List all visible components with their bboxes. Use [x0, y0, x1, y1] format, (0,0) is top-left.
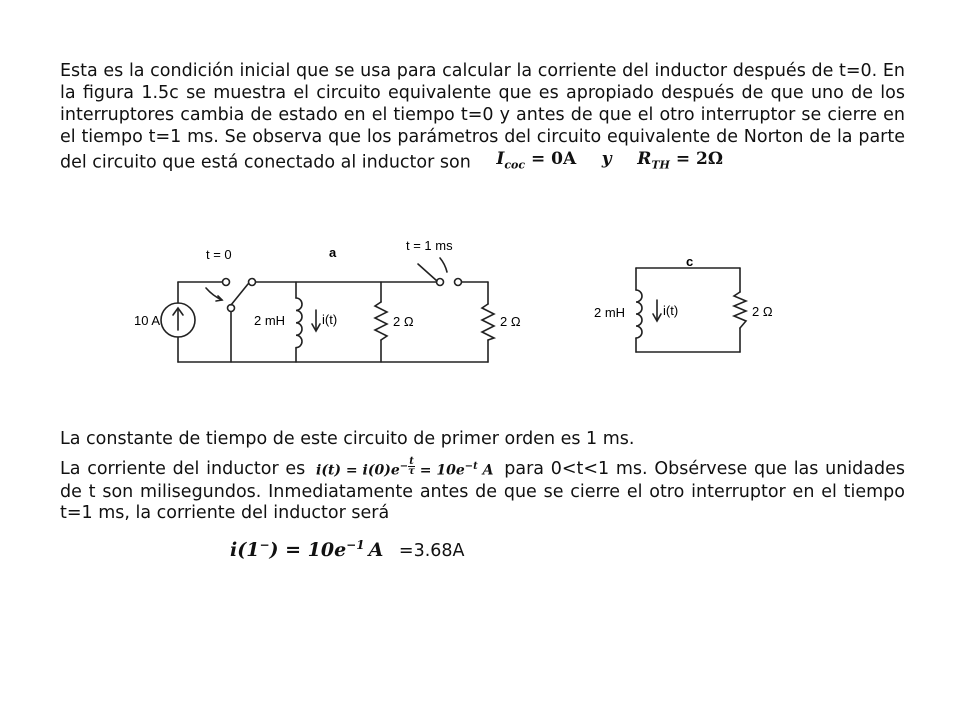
current-equation — [316, 456, 493, 482]
current-arrow-a — [312, 310, 320, 331]
source-label: 10 A — [134, 313, 161, 328]
resistor-rc — [734, 292, 746, 328]
final-eq-exp: −1 — [346, 538, 365, 552]
final-eq-mid: ) = 10e — [269, 538, 347, 561]
eq-mid: = 10e — [414, 462, 465, 479]
inductor-c — [636, 290, 642, 338]
eq-exp-den: τ — [408, 466, 415, 477]
inductor-c-label: 2 mH — [594, 305, 626, 320]
inductor-a-label: 2 mH — [254, 313, 286, 328]
node-a-label: a — [329, 245, 337, 260]
paragraph-current — [60, 456, 905, 524]
icoc-subscript: coc — [504, 158, 526, 172]
norton-params-equation — [496, 148, 723, 177]
icoc-symbol: I — [496, 149, 505, 169]
rth-value: = 2Ω — [669, 149, 724, 169]
current-arrow-c — [653, 300, 661, 321]
final-result: =3.68A — [398, 540, 465, 561]
current-a-label: i(t) — [322, 312, 338, 327]
switch-t0 — [206, 279, 256, 312]
current-c-label: i(t) — [663, 303, 679, 318]
rth-subscript: TH — [651, 158, 670, 172]
r2-label: 2 Ω — [500, 314, 521, 329]
final-equation-line — [230, 538, 465, 561]
conjunction-y: y — [601, 149, 612, 169]
final-eq-unit: A — [368, 538, 384, 561]
paragraph-intro-text: Esta es la condición inicial que se usa para calcular la corriente del inductor después de t=0. En la figura 1.5c se muestra el circuito equivalente que es apropiado después de que uno de los interruptores cambia de estado en el tiempo t=0 y antes de que el otro interruptor se cierre en el tiempo t=1 ms. Se observa que los parámetros del circuito equivalente de Norton de la parte del circuito que está conectado al inductor son — [60, 61, 905, 173]
node-c-label: c — [686, 254, 694, 269]
icoc-value: = 0A — [525, 149, 577, 169]
inductor-a — [296, 298, 302, 348]
final-eq-sup: − — [259, 538, 270, 552]
current-text-after: para 0<t<1 ms. Obsérvese que las unidades de t son milisegundos. Inmediatamente antes de que se cierre el otro interruptor en el tiempo t=1 ms, la corriente del inductor será — [60, 458, 905, 523]
current-text-before: La corriente del inductor es — [60, 458, 306, 479]
paragraph-intro — [60, 60, 905, 177]
resistor-r2 — [482, 304, 494, 340]
r1-label: 2 Ω — [393, 314, 414, 329]
circuit-c-wires — [636, 268, 740, 352]
eq-unit-a: A — [477, 462, 494, 479]
switch2-label: t = 1 ms — [406, 238, 453, 253]
eq-lhs: i(t) = i(0)e — [316, 462, 400, 479]
eq-exp2: −t — [464, 461, 478, 472]
switch-t1ms — [418, 258, 462, 286]
eq-exp-num: t — [409, 456, 414, 467]
eq-exponent-fraction: − t τ — [399, 456, 415, 477]
circuit-a-wires — [178, 282, 488, 362]
rth-symbol: R — [637, 149, 652, 169]
final-eq-lhs: i(1 — [230, 538, 260, 561]
time-constant-line: La constante de tiempo de este circuito de primer orden es 1 ms. — [60, 429, 635, 449]
resistor-r1 — [375, 302, 387, 340]
rc-label: 2 Ω — [752, 304, 773, 319]
current-source — [161, 303, 195, 337]
switch1-label: t = 0 — [206, 247, 232, 262]
